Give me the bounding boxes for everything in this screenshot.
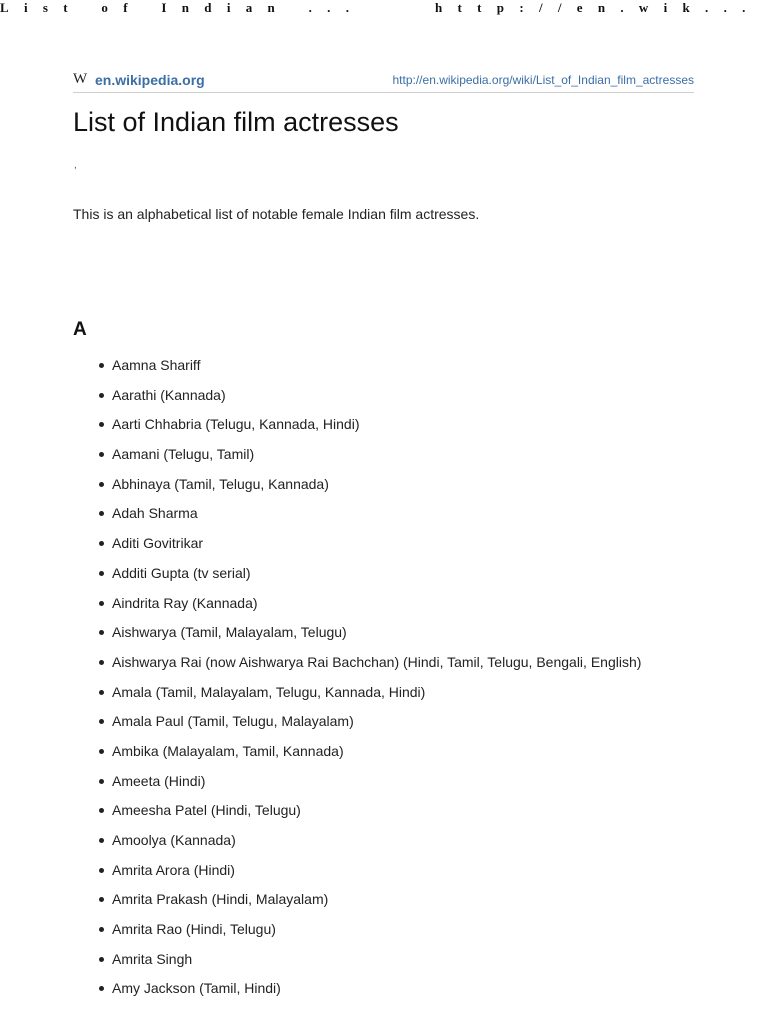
actress-list-a <box>98 356 658 1009</box>
list-item[interactable]: Ameesha Patel (Hindi, Telugu) <box>98 801 658 819</box>
page-header <box>73 70 694 93</box>
list-item[interactable]: Amala (Tamil, Malayalam, Telugu, Kannada, Hindi) <box>98 683 658 701</box>
stray-mark: , <box>74 160 77 171</box>
list-item[interactable]: Aditi Govitrikar <box>98 534 658 552</box>
list-item[interactable]: Ambika (Malayalam, Tamil, Kannada) <box>98 742 658 760</box>
print-header-strip <box>0 0 768 18</box>
print-header-title: List of Indian ... <box>0 0 365 15</box>
list-item[interactable]: Amy Jackson (Tamil, Hindi) <box>98 979 658 997</box>
list-item[interactable]: Aishwarya (Tamil, Malayalam, Telugu) <box>98 623 658 641</box>
list-item[interactable]: Amrita Arora (Hindi) <box>98 861 658 879</box>
list-item[interactable]: Amrita Singh <box>98 950 658 968</box>
list-item[interactable]: Aindrita Ray (Kannada) <box>98 594 658 612</box>
section-heading-a: A <box>73 319 87 340</box>
list-item[interactable]: Abhinaya (Tamil, Telugu, Kannada) <box>98 475 658 493</box>
list-item[interactable]: Additi Gupta (tv serial) <box>98 564 658 582</box>
list-item[interactable]: Aamna Shariff <box>98 356 658 374</box>
list-item[interactable]: Amrita Rao (Hindi, Telugu) <box>98 920 658 938</box>
wikipedia-logo-icon: W <box>73 71 88 87</box>
list-item[interactable]: Amoolya (Kannada) <box>98 831 658 849</box>
list-item[interactable]: Aamani (Telugu, Tamil) <box>98 445 658 463</box>
intro-paragraph: This is an alphabetical list of notable female Indian film actresses. <box>73 206 480 222</box>
print-header-url: http://en.wik... <box>435 0 761 15</box>
page-title: List of Indian film actresses <box>73 107 399 137</box>
list-item[interactable]: Aarathi (Kannada) <box>98 386 658 404</box>
site-domain-link[interactable]: en.wikipedia.org <box>95 72 205 88</box>
list-item[interactable]: Aishwarya Rai (now Aishwarya Rai Bachchan) (Hindi, Tamil, Telugu, Bengali, English) <box>98 653 658 671</box>
list-item[interactable]: Ameeta (Hindi) <box>98 772 658 790</box>
list-item[interactable]: Adah Sharma <box>98 504 658 522</box>
list-item[interactable]: Amala Paul (Tamil, Telugu, Malayalam) <box>98 712 658 730</box>
page-url-link[interactable]: http://en.wikipedia.org/wiki/List_of_Indian_film_actresses <box>392 73 694 87</box>
list-item[interactable]: Aarti Chhabria (Telugu, Kannada, Hindi) <box>98 415 658 433</box>
list-item[interactable]: Amrita Prakash (Hindi, Malayalam) <box>98 890 658 908</box>
